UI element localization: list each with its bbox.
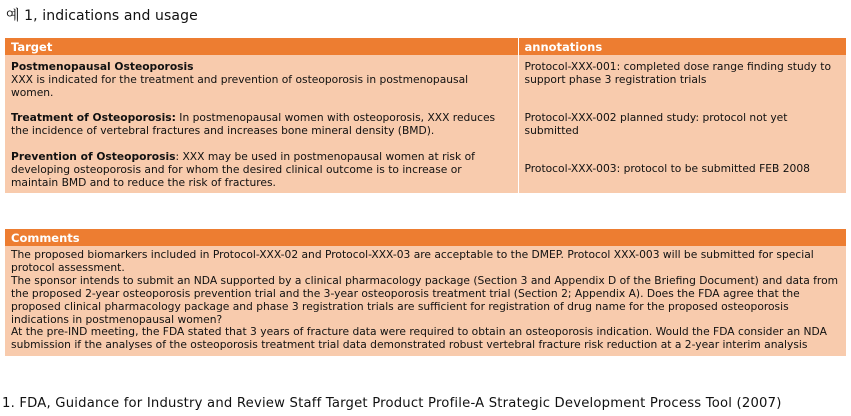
- table-body-row: [5, 55, 846, 193]
- target-column-header: Target: [5, 38, 518, 55]
- indication-text: : XXX may be used in postmenopausal women at risk of developing osteoporosis and for whom the desired clinical outcome is to increase or maintain BMD and to reduce the risk of fractures.: [11, 149, 475, 189]
- annotations-column-header: annotations: [518, 38, 846, 55]
- comment-paragraph: The sponsor intends to submit an NDA supported by a clinical pharmacology package (Section 3 and Appendix D of the Briefing Document) and data from the proposed 2-year osteoporosis prevention trial and the 3-year osteoporosis treatment trial (Section 2; Appendix A). Does the FDA agree that the proposed clinical pharmacology package and phase 3 registration trials are sufficient for registration of drug name for the proposed osteoporosis indications in postmenopausal women?: [11, 273, 839, 326]
- comments-header-row: [5, 229, 846, 246]
- annotation-text: Protocol-XXX-002 planned study: protocol not yet submitted: [524, 111, 788, 137]
- indication-title: Postmenopausal Osteoporosis: [11, 60, 194, 73]
- target-annotations-table: [5, 38, 846, 193]
- comments-table: [5, 229, 846, 356]
- comments-body: [5, 246, 846, 356]
- indication-item: [11, 151, 512, 189]
- table-header-row: [5, 38, 846, 55]
- annotation-text: Protocol-XXX-003: protocol to be submitted FEB 2008: [524, 162, 810, 175]
- indication-item: [11, 61, 512, 99]
- comment-paragraph: At the pre-IND meeting, the FDA stated that 3 years of fracture data were required to obtain an osteoporosis indication. Would the FDA consider an NDA submission if the analyses of the osteoporosis treatment trial data demonstrated robust vertebral fracture risk reduction at a 2-year interim analysis: [11, 325, 827, 352]
- indication-item: [11, 112, 512, 138]
- annotations-cell: [518, 55, 846, 193]
- indication-text: XXX is indicated for the treatment and prevention of osteoporosis in postmenopausal women.: [11, 72, 469, 99]
- indication-title: Prevention of Osteoporosis: [11, 149, 176, 163]
- annotation-text: Protocol-XXX-001: completed dose range finding study to support phase 3 registration trials: [524, 60, 831, 86]
- target-cell: [5, 55, 518, 193]
- footnote: 1. FDA, Guidance for Industry and Review Staff Target Product Profile-A Strategic Development Process Tool (2007): [2, 396, 782, 411]
- indication-title: Treatment of Osteoporosis:: [11, 111, 176, 125]
- figure-caption: 예 1, indications and usage: [6, 8, 198, 24]
- indication-text: In postmenopausal women with osteoporosis, XXX reduces the incidence of vertebral fractures and increases bone mineral density (BMD).: [11, 111, 496, 138]
- comment-paragraph: The proposed biomarkers included in Protocol-XXX-02 and Protocol-XXX-03 are acceptable to the DMEP. Protocol XXX-003 will be submitted for special protocol assessment.: [11, 248, 814, 274]
- comments-header: Comments: [5, 229, 846, 246]
